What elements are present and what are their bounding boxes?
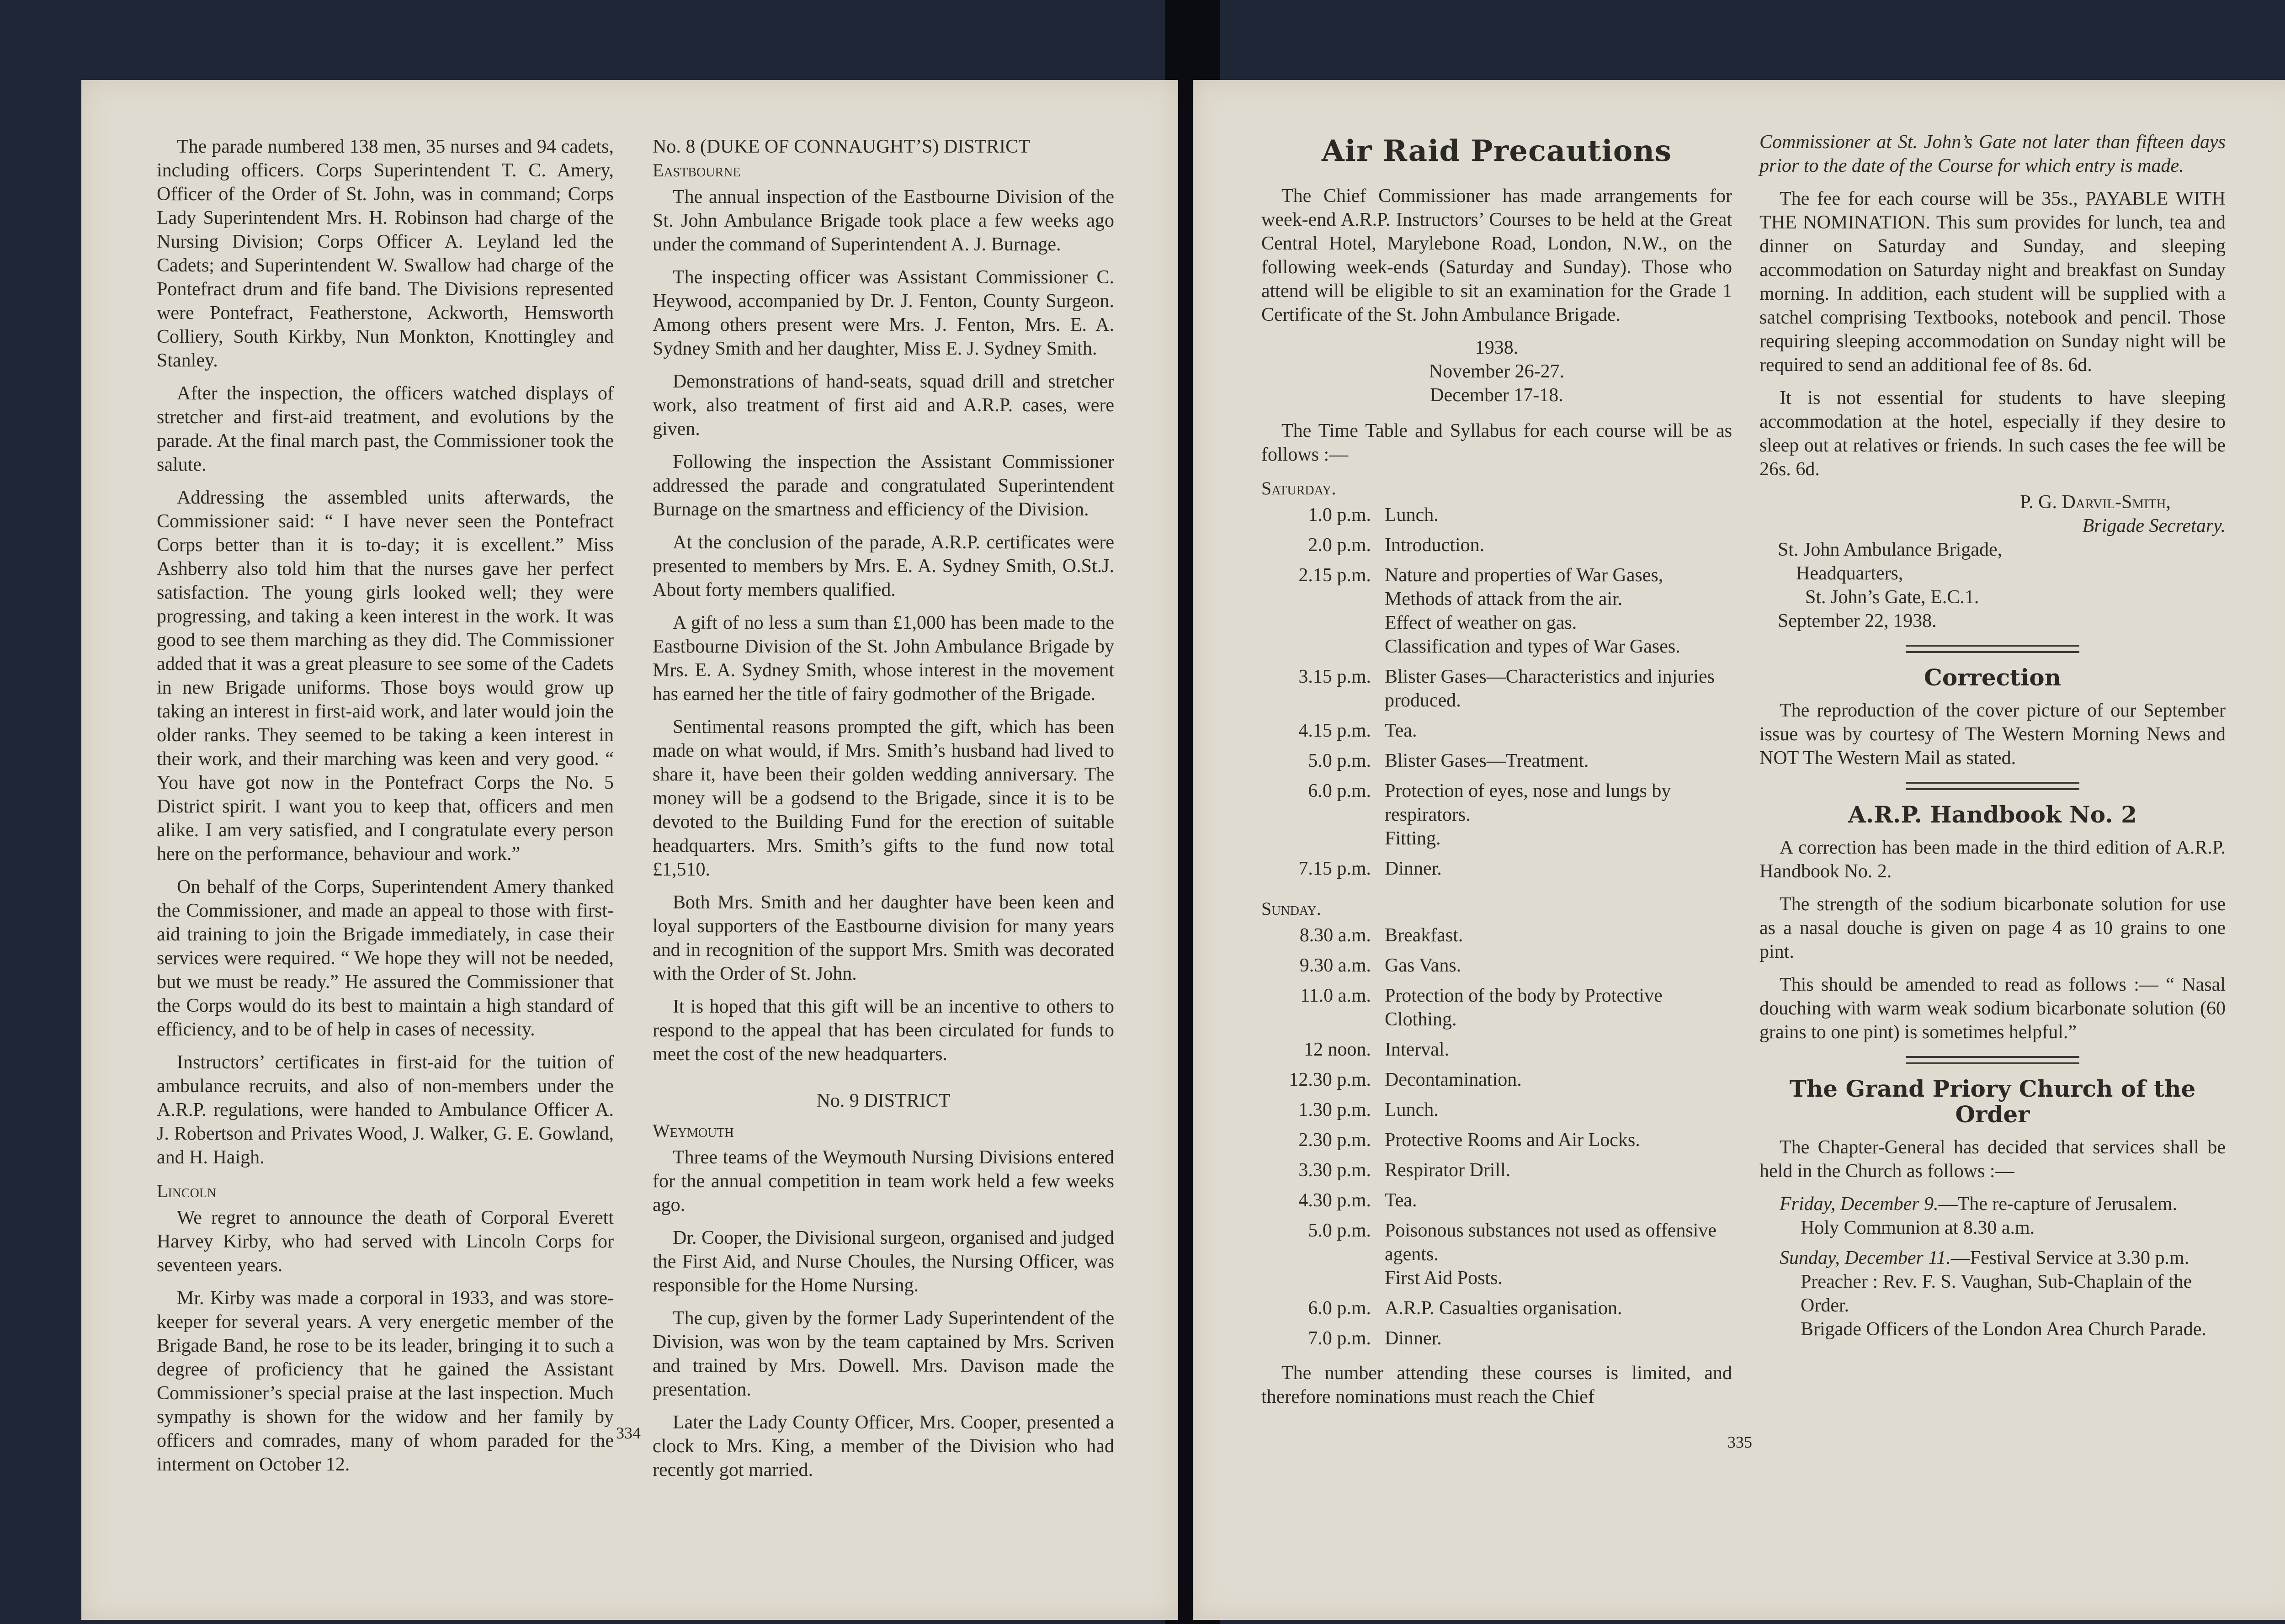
timetable-activity-line: Poisonous substances not used as offensive agents. [1385,1220,1716,1265]
article-paragraph: Demonstrations of hand-seats, squad drill and stretcher work, also treatment of first aid and A.R.P. cases, were given. [653,371,1114,440]
timetable-time: 2.0 p.m. [1308,535,1371,556]
timetable-time: 2.15 p.m. [1298,565,1371,586]
service-detail-line: Brigade Officers of the London Area Church Parade. [1801,1319,2206,1340]
course-date: December 17-18. [1430,385,1563,406]
timetable-activity [1385,1296,1732,1327]
timetable-activity [1385,719,1732,749]
service-date: Sunday, December 11. [1780,1247,1951,1268]
article-paragraph: The strength of the sodium bicarbonate solution for use as a nasal douche is given on page 4 as 10 grains to one pint. [1759,894,2226,962]
timetable-time: 7.0 p.m. [1308,1328,1371,1349]
article-paragraph: A gift of no less a sum than £1,000 has been made to the Eastbourne Division of the St. John Ambulance Brigade by Mrs. E. A. Sydney Smith, whose interest in the movement has earned her the title of fairy godmother of the Brigade. [653,612,1114,705]
timetable-activity [1385,923,1732,954]
signature-title: Brigade Secretary. [2082,515,2226,536]
article-paragraph: Addressing the assembled units afterwards, the Commissioner said: “ I have never seen the Pontefract Corps better than it is to-day; it is excellent.” Miss Ashberry also told him that the nurses gave her perfect satisfaction. The young girls looked well; they were progressing, and taking a keen interest in the work. It was good to see them marching as they did. The Commissioner added that it was a great pleasure to see some of the Cadets in new Brigade uniforms. Those boys would grow up taking an interest in first-aid work, and later would join the older ranks. They seemed to be taking a keen interest in their work, and their marching was keen and very good. “ You have got now in the Pontefract Corps the No. 5 District spirit. I want you to keep that, officers and men alike. I am very satisfied, and I congratulate every person here on the performance, behaviour and work.” [157,487,614,865]
timetable-row [1270,857,1732,887]
course-year: 1938. [1475,337,1519,358]
timetable-activity-line: First Aid Posts. [1385,1268,1503,1289]
service-entry [1759,1246,2226,1341]
left-column-2 [653,135,1114,1491]
timetable-row [1270,719,1732,749]
article-paragraph: At the conclusion of the parade, A.R.P. certificates were presented to members by Mrs. E. A. Sydney Smith, O.St.J. About forty members qualified. [653,532,1114,600]
article-paragraph: On behalf of the Corps, Superintendent Amery thanked the Commissioner, and made an appeal to those with first-aid training to join the Brigade immediately, in case their services were required. “ We hope they will not be needed, but we must be ready.” He assured the Commissioner that the Corps would do its best to maintain a high standard of efficiency, and to be of help in cases of necessity. [157,876,614,1040]
double-rule-divider [1906,645,2079,653]
service-detail-line: Holy Communion at 8.30 a.m. [1801,1217,2035,1238]
service-date: Friday, December 9. [1780,1194,1939,1215]
timetable-time: 1.0 p.m. [1308,504,1371,525]
timetable-activity-line: Dinner. [1385,858,1442,879]
timetable-row [1270,665,1732,719]
double-rule-divider [1906,1056,2079,1064]
section-heading-weymouth: Weymouth [653,1120,734,1141]
article-title: Air Raid Precautions [1321,134,1672,168]
address-line: St. John’s Gate, E.C.1. [1805,587,1979,608]
timetable-activity-line: Protection of the body by Protective Clothing. [1385,985,1663,1030]
timetable-activity-line: Protective Rooms and Air Locks. [1385,1130,1640,1151]
timetable-row [1270,923,1732,954]
service-description: —The re-capture of Jerusalem. [1938,1194,2177,1215]
article-paragraph: It is hoped that this gift will be an incentive to others to respond to the appeal that has been circulated for funds to meet the cost of the new headquarters. [653,996,1114,1065]
timetable-time: 4.30 p.m. [1298,1190,1371,1211]
timetable-activity [1385,1219,1732,1296]
article-paragraph: Three teams of the Weymouth Nursing Divisions entered for the annual competition in team work held a few weeks ago. [653,1147,1114,1215]
article-paragraph: After the inspection, the officers watched displays of stretcher and first-aid treatment, and evolutions by the parade. At the final march past, the Commissioner took the salute. [157,383,614,475]
timetable-row [1270,749,1732,779]
timetable-time: 1.30 p.m. [1298,1099,1371,1120]
article-paragraph: A correction has been made in the third edition of A.R.P. Handbook No. 2. [1759,837,2226,882]
service-entry-first-line [1759,1246,2226,1270]
section-title-priory: The Grand Priory Church of the Order [1789,1075,2196,1128]
timetable-activity-line: Blister Gases—Characteristics and injuries produced. [1385,666,1715,711]
timetable-activity-line: Lunch. [1385,1099,1439,1120]
article-paragraph: The inspecting officer was Assistant Commissioner C. Heywood, accompanied by Dr. J. Fenton, County Surgeon. Among others present were Mrs. J. Fenton, Mrs. E. A. Sydney Smith and her daughter, Miss E. J. Sydney Smith. [653,267,1114,359]
timetable-row [1270,1158,1732,1189]
timetable-row [1270,779,1732,857]
timetable-activity-line: Decontamination. [1385,1069,1522,1090]
page-number-left: 334 [616,1424,641,1442]
timetable-time: 5.0 p.m. [1308,1220,1371,1241]
timetable-activity [1385,1189,1732,1219]
timetable-activity-line: Nature and properties of War Gases, Methods of attack from the air. [1385,565,1663,610]
service-description: —Festival Service at 3.30 p.m. [1950,1247,2189,1268]
section-title-handbook: A.R.P. Handbook No. 2 [1848,801,2137,828]
article-paragraph: The annual inspection of the Eastbourne Division of the St. John Ambulance Brigade took place a few weeks ago under the command of Superintendent A. J. Burnage. [653,186,1114,255]
sunday-label: Sunday. [1261,898,1321,919]
timetable-activity-line: Breakfast. [1385,925,1463,946]
article-paragraph: Dr. Cooper, the Divisional surgeon, organised and judged the First Aid, and Nurse Choules, the Nursing Officer, was responsible for the Home Nursing. [653,1227,1114,1296]
right-column-2 [1759,130,2226,1348]
timetable-time: 6.0 p.m. [1308,1298,1371,1319]
timetable-activity [1385,503,1732,533]
timetable-row [1270,533,1732,563]
timetable-activity-line: Effect of weather on gas. [1385,612,1577,633]
article-paragraph: The Time Table and Syllabus for each course will be as follows :— [1261,420,1732,465]
timetable-activity [1385,1038,1732,1068]
timetable-row [1270,1038,1732,1068]
timetable-activity [1385,857,1732,887]
timetable-row [1270,503,1732,533]
timetable-activity [1385,1158,1732,1189]
service-entry [1759,1192,2226,1240]
right-page [1193,80,2285,1620]
timetable-row [1270,1296,1732,1327]
service-entry-first-line [1759,1192,2226,1216]
timetable-activity [1385,665,1732,719]
timetable-time: 6.0 p.m. [1308,780,1371,801]
saturday-label: Saturday. [1261,478,1336,499]
timetable-time: 3.15 p.m. [1298,666,1371,687]
timetable-row [1270,1189,1732,1219]
timetable-activity-line: Tea. [1385,720,1417,741]
left-page [81,80,1178,1620]
saturday-timetable [1270,503,1732,887]
timetable-row [1270,1327,1732,1357]
timetable-activity [1385,563,1732,665]
timetable-row [1270,1128,1732,1158]
article-paragraph: Both Mrs. Smith and her daughter have been keen and loyal supporters of the Eastbourne division for many years and in recognition of the support Mrs. Smith was decorated with the Order of St. John. [653,892,1114,984]
timetable-row [1270,563,1732,665]
double-rule-divider [1906,782,2079,790]
timetable-time: 2.30 p.m. [1298,1130,1371,1151]
timetable-activity-line: A.R.P. Casualties organisation. [1385,1298,1622,1319]
right-column-1 [1261,134,1732,1418]
article-paragraph: The Chief Commissioner has made arrangements for week-end A.R.P. Instructors’ Courses to be held at the Great Central Hotel, Marylebone Road, London, N.W., on the following week-ends (Saturday and Sunday). Those who attend will be eligible to sit an examination for the Grade 1 Certificate of the St. John Ambulance Brigade. [1261,186,1732,325]
section-heading-lincoln: Lincoln [157,1181,217,1201]
section-heading-eastbourne: Eastbourne [653,160,741,180]
timetable-activity-line: Gas Vans. [1385,955,1461,976]
article-paragraph: The Chapter-General has decided that services shall be held in the Church as follows :— [1759,1137,2226,1182]
timetable-activity [1385,779,1732,857]
timetable-time: 12 noon. [1304,1039,1371,1060]
timetable-activity [1385,1327,1732,1357]
address-line: Headquarters, [1796,563,1903,584]
timetable-activity-line: Lunch. [1385,504,1439,525]
article-paragraph: It is not essential for students to have sleeping accommodation at the hotel, especially if they desire to sleep out at relatives or friends. In such cases the fee will be 26s. 6d. [1759,387,2226,480]
timetable-activity [1385,954,1732,984]
timetable-activity-line: Protection of eyes, nose and lungs by respirators. [1385,780,1671,825]
article-paragraph: Instructors’ certificates in first-aid for the tuition of ambulance recruits, and also of non-members under the A.R.P. regulations, were handed to Ambulance Officer A. J. Robertson and Privates Wood, J. Walker, G. E. Gowland, and H. Haigh. [157,1052,614,1168]
article-paragraph: Later the Lady County Officer, Mrs. Cooper, presented a clock to Mrs. King, a member of the Division who had recently got married. [653,1412,1114,1481]
timetable-activity [1385,984,1732,1038]
timetable-row [1270,1098,1732,1128]
timetable-time: 12.30 p.m. [1289,1069,1371,1090]
timetable-row [1270,1068,1732,1098]
article-paragraph: The number attending these courses is limited, and therefore nominations must reach the Chief [1261,1363,1732,1407]
page-number-right: 335 [1727,1433,1752,1451]
timetable-activity [1385,1068,1732,1098]
timetable-activity [1385,749,1732,779]
article-paragraph: The fee for each course will be 35s., PAYABLE WITH THE NOMINATION. This sum provides for lunch, tea and dinner on Saturday and Sunday, and sleeping accommodation on Saturday night and breakfast on Sunday morning. In addition, each student will be supplied with a satchel comprising Textbooks, notebook and pencil. Those requiring sleeping accommodation on Sunday night will be required to send an additional fee of 8s. 6d. [1759,188,2226,376]
timetable-row [1270,984,1732,1038]
timetable-time: 7.15 p.m. [1298,858,1371,879]
timetable-activity-line: Blister Gases—Treatment. [1385,750,1589,771]
address-block [1778,538,2226,633]
timetable-time: 8.30 a.m. [1299,925,1371,946]
timetable-time: 3.30 p.m. [1298,1160,1371,1181]
timetable-activity-line: Classification and types of War Gases. [1385,636,1680,657]
timetable-activity-line: Dinner. [1385,1328,1442,1349]
timetable-row [1270,1219,1732,1296]
timetable-activity-line: Fitting. [1385,828,1441,849]
timetable-activity-line: Introduction. [1385,535,1485,556]
timetable-activity-line: Respirator Drill. [1385,1160,1511,1181]
article-paragraph: Commissioner at St. John’s Gate not later than fifteen days prior to the date of the Course for which entry is made. [1759,132,2226,176]
district-heading: No. 8 (DUKE OF CONNAUGHT’S) DISTRICT [653,136,1030,157]
timetable-time: 4.15 p.m. [1298,720,1371,741]
article-paragraph: The parade numbered 138 men, 35 nurses and 94 cadets, including officers. Corps Superintendent T. C. Amery, Officer of the Order of St. John, was in command; Corps Lady Superintendent Mrs. H. Robinson had charge of the Nursing Division; Corps Officer A. Leyland led the Cadets; and Superintendent W. Swallow had charge of the Pontefract drum and fife band. The Divisions represented were Pontefract, Featherstone, Ackworth, Hemsworth Colliery, South Kirkby, Nun Monkton, Knottingley and Stanley. [157,136,614,371]
timetable-activity-line: Interval. [1385,1039,1450,1060]
address-line: St. John Ambulance Brigade, [1778,539,2003,560]
article-paragraph: We regret to announce the death of Corporal Everett Harvey Kirby, who had served with Lincoln Corps for seventeen years. [157,1207,614,1276]
timetable-activity [1385,533,1732,563]
article-paragraph: The cup, given by the former Lady Superintendent of the Division, was won by the team captained by Mrs. Scriven and trained by Mrs. Dowell. Mrs. Davison made the presentation. [653,1308,1114,1400]
article-paragraph: This should be amended to read as follows :— “ Nasal douching with warm weak sodium bicarbonate solution (60 grains to one pint) is sometimes helpful.” [1759,974,2226,1043]
article-paragraph: Mr. Kirby was made a corporal in 1933, and was store-keeper for several years. A very energetic member of the Brigade Band, he rose to be its leader, bringing it to such a degree of proficiency that he gained the Assistant Commissioner’s special praise at the last inspection. Much sympathy is shown for the widow and her family by officers and comrades, many of whom paraded for the interment on October 12. [157,1288,614,1475]
article-paragraph: Sentimental reasons prompted the gift, which has been made on what would, if Mrs. Smith’s husband had lived to share it, have been their golden wedding anniversary. The money will be a godsend to the Brigade, since it is to be devoted to the Building Fund for the erection of suitable headquarters. Mrs. Smith’s gifts to the fund now total £1,510. [653,716,1114,880]
timetable-activity [1385,1128,1732,1158]
timetable-row [1270,954,1732,984]
timetable-time: 9.30 a.m. [1299,955,1371,976]
timetable-time: 11.0 a.m. [1300,985,1371,1006]
address-line: September 22, 1938. [1778,610,1937,632]
section-title-correction: Correction [1924,664,2061,691]
course-date: November 26-27. [1429,361,1565,382]
district-heading: No. 9 DISTRICT [816,1090,951,1111]
article-paragraph: Following the inspection the Assistant Commissioner addressed the parade and congratulated Superintendent Burnage on the smartness and efficiency of the Division. [653,451,1114,520]
timetable-time: 5.0 p.m. [1308,750,1371,771]
signature-name: P. G. Darvil-Smith, [2020,492,2171,513]
timetable-activity [1385,1098,1732,1128]
service-detail-line: Preacher : Rev. F. S. Vaughan, Sub-Chaplain of the Order. [1801,1271,2192,1316]
article-paragraph: The reproduction of the cover picture of our September issue was by courtesy of The Western Morning News and NOT The Western Mail as stated. [1759,700,2226,769]
timetable-activity-line: Tea. [1385,1190,1417,1211]
sunday-timetable [1270,923,1732,1357]
left-column-1 [157,135,614,1486]
